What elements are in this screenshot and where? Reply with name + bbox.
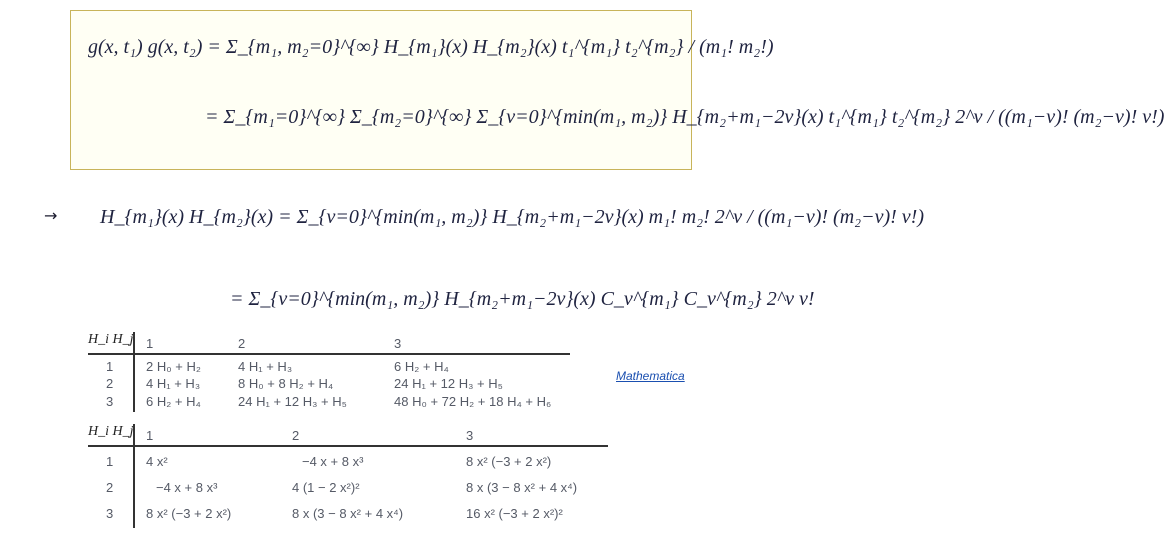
highlighted-equation-box [70, 10, 692, 170]
table-cell: 8 x² (−3 + 2 x²) [146, 506, 232, 521]
table-divider [88, 445, 608, 447]
column-header: 2 [292, 428, 300, 443]
table-cell: 8 x (3 − 8 x² + 4 x⁴) [466, 480, 578, 495]
table-divider [133, 424, 135, 528]
table-cell: 24 H₁ + 12 H₃ + H₅ [394, 376, 503, 391]
table-corner-label: H_i H_j [88, 332, 134, 347]
generating-function-product-equation: g(x, t₁) g(x, t₂) = Σ_{m₁, m₂=0}^{∞} H_{m₁}(x) H_{m₂}(x) t₁^{m₁} t₂^{m₂} / (m₁! m₂!) [88, 36, 774, 58]
binomial-form-equation: = Σ_{ν=0}^{min(m₁, m₂)} H_{m₂+m₁−2ν}(x) C_ν^{m₁} C_ν^{m₂} 2^ν ν! [230, 288, 815, 310]
row-header: 2 [106, 376, 114, 391]
column-header: 1 [146, 336, 154, 351]
table-divider [133, 332, 135, 412]
table-corner-label: H_i H_j [88, 424, 134, 439]
hermite-product-equation: H_{m₁}(x) H_{m₂}(x) = Σ_{ν=0}^{min(m₁, m₂)} H_{m₂+m₁−2ν}(x) m₁! m₂! 2^ν / ((m₁−ν)! (m₂−ν)! ν!) [100, 206, 925, 228]
column-header: 2 [238, 336, 246, 351]
table-cell: −4 x + 8 x³ [156, 480, 218, 495]
table-cell: 48 H₀ + 72 H₂ + 18 H₄ + H₆ [394, 394, 552, 409]
row-header: 3 [106, 394, 114, 409]
column-header: 3 [466, 428, 474, 443]
table-cell: 8 x (3 − 8 x² + 4 x⁴) [292, 506, 404, 521]
triple-sum-equation: = Σ_{m₁=0}^{∞} Σ_{m₂=0}^{∞} Σ_{ν=0}^{min(m₁, m₂)} H_{m₂+m₁−2ν}(x) t₁^{m₁} t₂^{m₂} 2^ν / ((m₁−ν)! (m₂−ν)! ν!) [205, 106, 1164, 128]
table-cell: 6 H₂ + H₄ [146, 394, 201, 409]
mathematica-link[interactable]: Mathematica [616, 369, 685, 383]
row-header: 3 [106, 506, 114, 521]
column-header: 3 [394, 336, 402, 351]
table-cell: 6 H₂ + H₄ [394, 359, 449, 374]
table-divider [88, 353, 570, 355]
table-cell: 24 H₁ + 12 H₃ + H₅ [238, 394, 347, 409]
table-cell: 8 H₀ + 8 H₂ + H₄ [238, 376, 334, 391]
hermite-product-table [88, 332, 578, 412]
table-cell: 4 H₁ + H₃ [146, 376, 201, 391]
hermite-polynomial-product-table [88, 424, 612, 528]
row-header: 1 [106, 359, 114, 374]
table-cell: 4 (1 − 2 x²)² [292, 480, 360, 495]
table-cell: −4 x + 8 x³ [302, 454, 364, 469]
row-header: 1 [106, 454, 114, 469]
table-cell: 4 x² [146, 454, 168, 469]
table-cell: 16 x² (−3 + 2 x²)² [466, 506, 563, 521]
table-cell: 4 H₁ + H₃ [238, 359, 293, 374]
row-header: 2 [106, 480, 114, 495]
table-cell: 2 H₀ + H₂ [146, 359, 201, 374]
implies-arrow: → [44, 206, 58, 225]
table-cell: 8 x² (−3 + 2 x²) [466, 454, 552, 469]
column-header: 1 [146, 428, 154, 443]
